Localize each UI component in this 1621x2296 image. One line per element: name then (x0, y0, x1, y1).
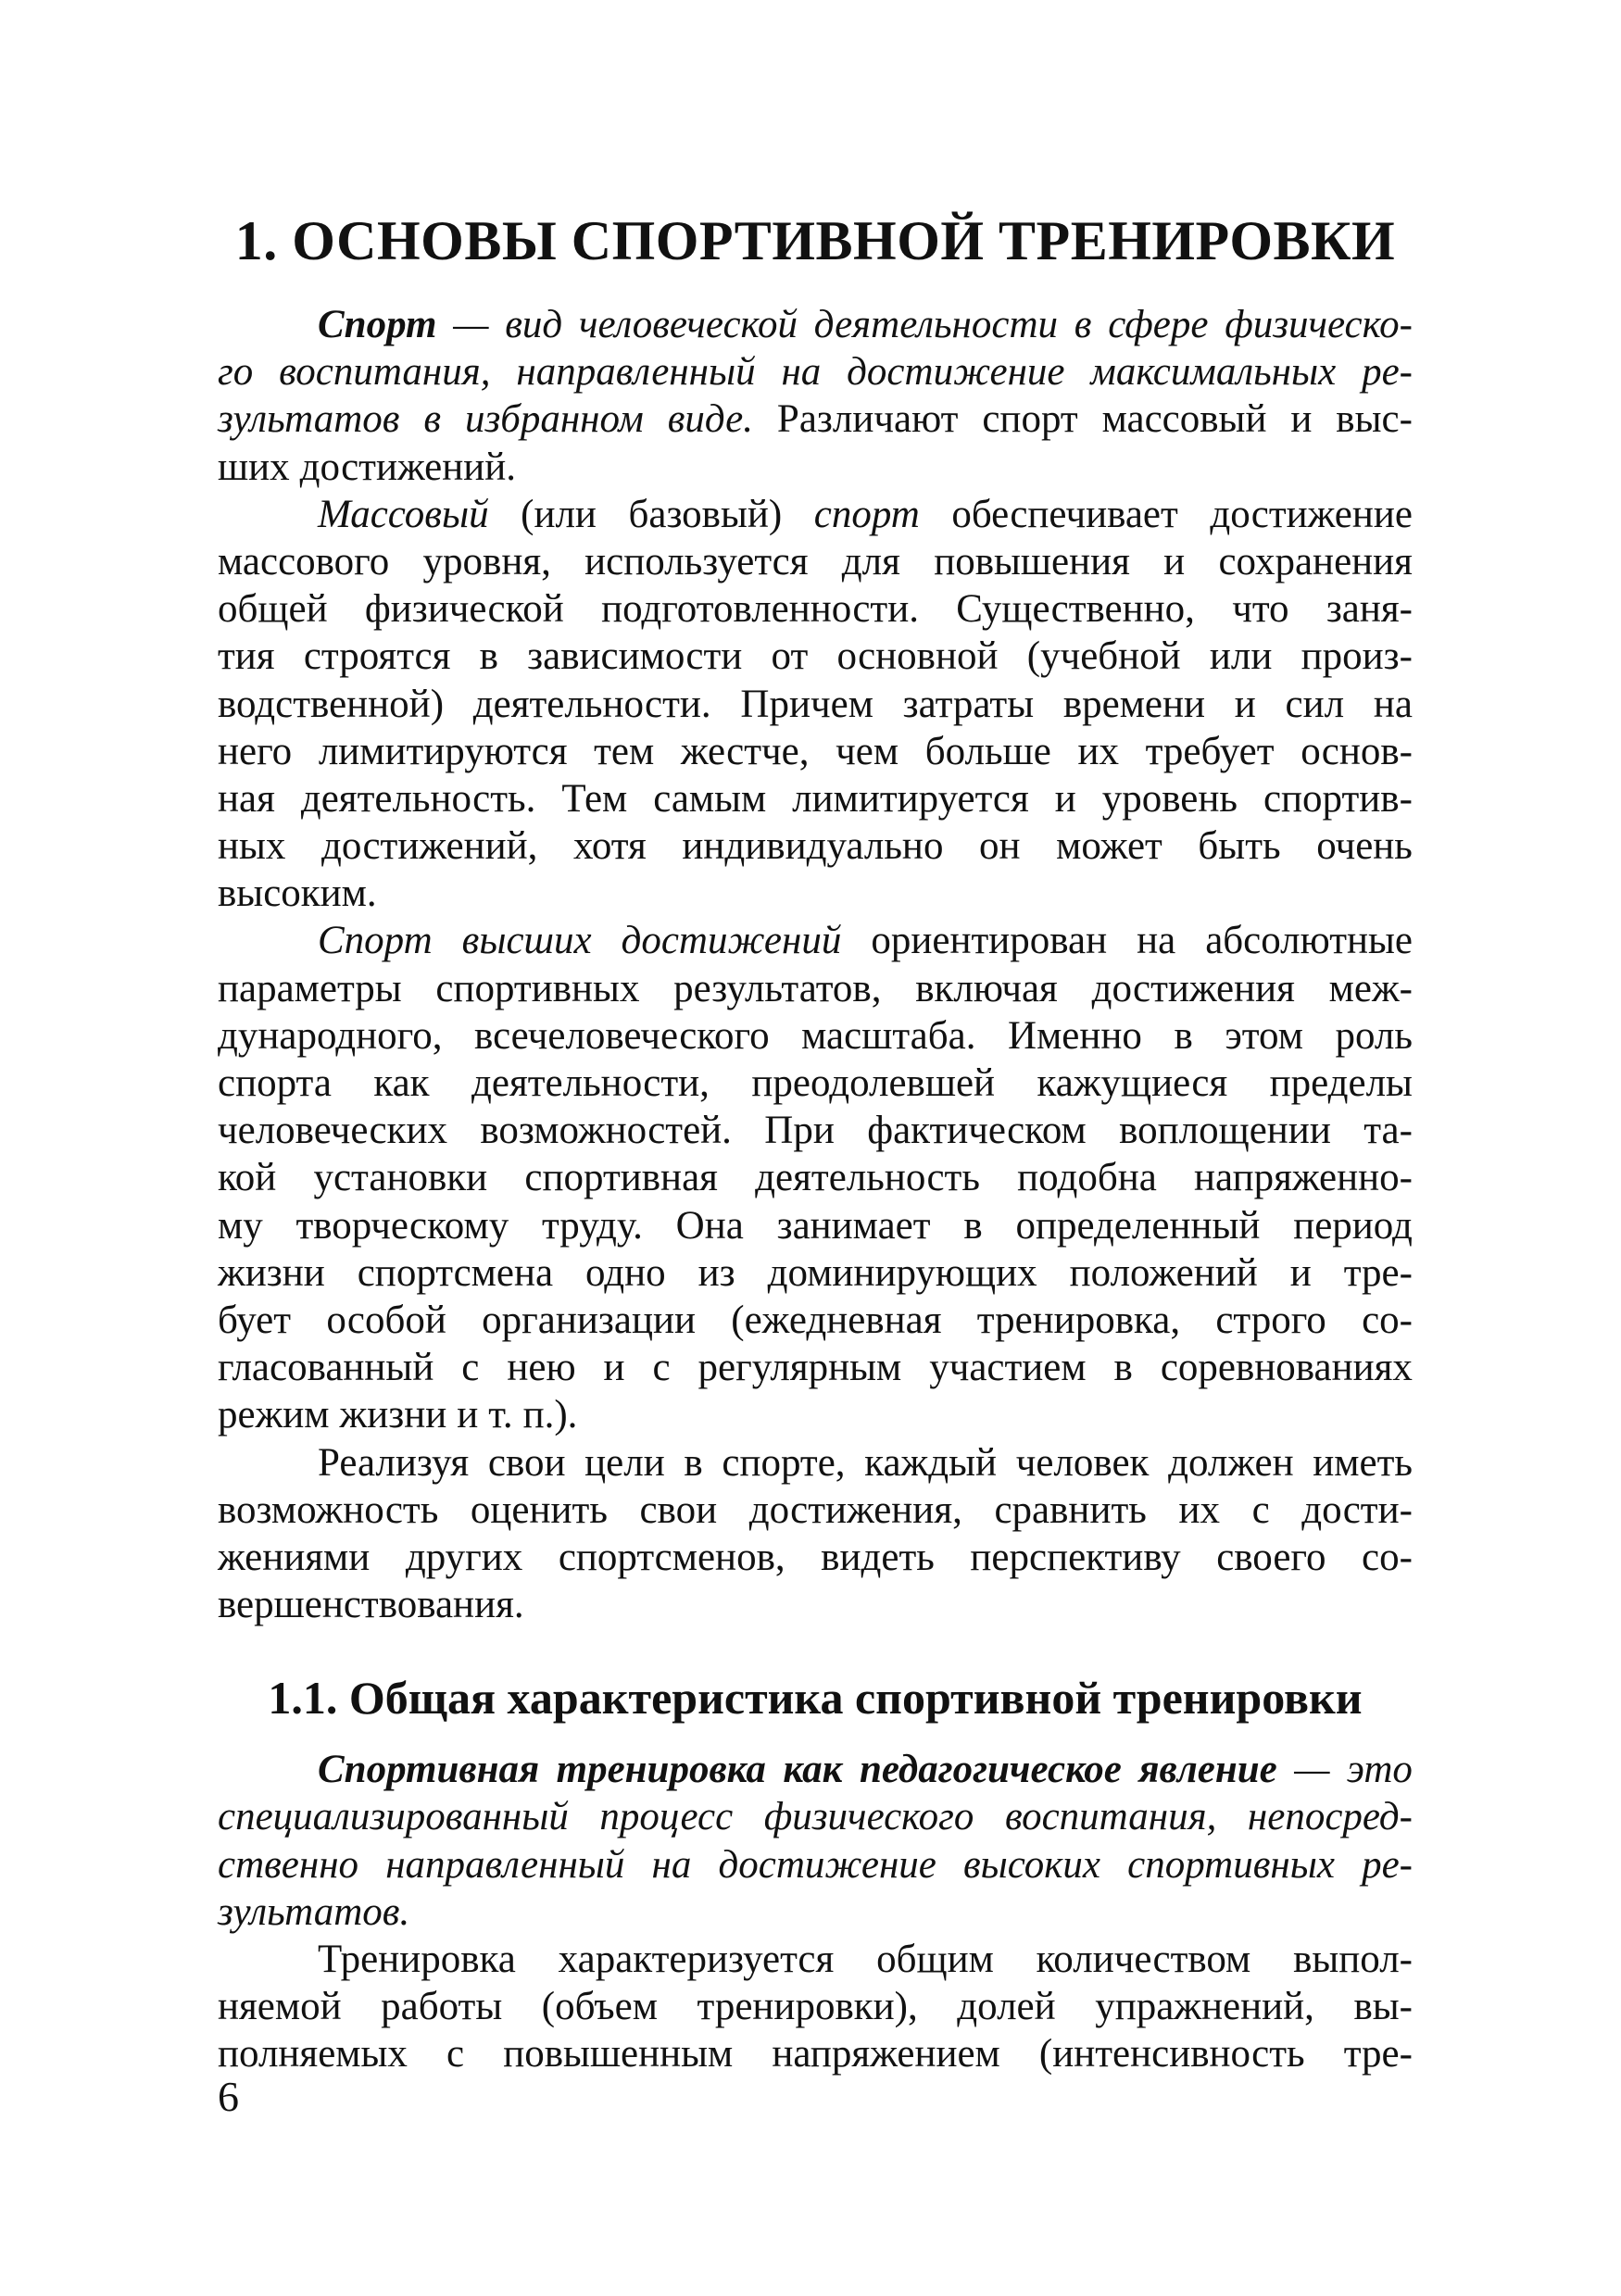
word: физической (364, 587, 564, 632)
word: выпол- (1293, 1938, 1413, 1981)
word: основ- (1301, 729, 1413, 773)
word: абсолютные (1205, 919, 1413, 963)
word: масштаба. (801, 1013, 976, 1058)
word: воспитания, (279, 350, 491, 395)
word: на (781, 350, 822, 395)
page-number: 6 (218, 2073, 239, 2120)
word: регулярным (697, 1346, 902, 1390)
word: зависимости (527, 634, 743, 679)
text-line (218, 444, 1413, 491)
spacer (218, 278, 1413, 301)
word: явление (1138, 1748, 1277, 1792)
word: заня- (1326, 587, 1413, 632)
word: массового (218, 539, 390, 583)
word: одно (585, 1250, 666, 1295)
word: индивидуально (682, 824, 944, 869)
word: Существенно, (956, 587, 1195, 632)
word: и (1290, 397, 1313, 442)
word: Именно (1008, 1013, 1142, 1058)
word: самым (653, 776, 767, 821)
word: — (1294, 1748, 1330, 1792)
word: воспитания, (1005, 1795, 1217, 1839)
word: упражнений, (1095, 1985, 1314, 2029)
word: высоким. (218, 872, 377, 916)
word: строго (1215, 1298, 1326, 1342)
text-line (218, 301, 1413, 348)
word: напряженно- (1194, 1156, 1413, 1200)
word: спортсменов, (558, 1535, 785, 1579)
word: тренировки), (697, 1985, 918, 2029)
word: жизни (339, 1393, 447, 1437)
text-line (218, 1344, 1413, 1391)
word: тренировка (556, 1748, 766, 1792)
word: период (1293, 1203, 1413, 1248)
word: воплощении (1119, 1109, 1331, 1153)
word: базовый) (628, 492, 783, 536)
word: сфере (1108, 303, 1209, 346)
word: фактическом (867, 1109, 1087, 1153)
word: повышения (934, 539, 1130, 583)
word: тре- (1343, 2032, 1413, 2076)
word: человеческой (578, 303, 798, 346)
word: полняемых (218, 2032, 408, 2076)
word: обеспечивает (951, 492, 1178, 536)
word: и (1163, 539, 1186, 583)
word: преодолевшей (751, 1061, 996, 1105)
word: занимает (776, 1203, 931, 1248)
word: — (453, 303, 489, 346)
word: вершенствования. (218, 1583, 524, 1627)
word: ре- (1362, 1842, 1413, 1887)
word: (интенсивность (1038, 2032, 1305, 2076)
word: достижение (1210, 492, 1413, 536)
word: меж- (1328, 966, 1413, 1010)
word: (учебной (1026, 634, 1181, 679)
word: на (1373, 682, 1413, 726)
word: быть (1198, 824, 1281, 869)
word: высших (461, 919, 592, 963)
word: очень (1316, 824, 1413, 869)
word: затраты (902, 682, 1035, 726)
word: каждый (864, 1440, 998, 1485)
word: используется (584, 539, 809, 583)
word: всечеловеческого (474, 1013, 770, 1058)
word: достижения, (748, 1487, 962, 1532)
spacer (218, 1628, 1413, 1665)
word: направленный (385, 1842, 625, 1887)
word: го (218, 350, 254, 395)
word: достижений. (299, 445, 516, 489)
word: как (373, 1061, 430, 1105)
word: хотя (572, 824, 647, 869)
text-line (218, 491, 1413, 538)
word: выс- (1336, 397, 1413, 442)
text-line (218, 538, 1413, 585)
word: няемой (218, 1985, 342, 2029)
word: их (1077, 729, 1119, 773)
word: произ- (1301, 634, 1413, 679)
word: оценить (470, 1487, 608, 1532)
word: что (1232, 587, 1289, 632)
word: спортивная (524, 1156, 718, 1200)
word: соревнованиях (1160, 1346, 1413, 1390)
word: Массовый (318, 492, 489, 536)
word: в (963, 1203, 983, 1248)
word: деятельность. (300, 776, 536, 821)
word: спортив- (1263, 776, 1413, 821)
word: нею (507, 1346, 576, 1390)
word: ственно (218, 1842, 359, 1887)
word: жениями (218, 1535, 371, 1579)
word: этом (1225, 1013, 1303, 1058)
word: и (1054, 776, 1076, 821)
word: больше (924, 729, 1051, 773)
word: на (1137, 919, 1176, 963)
word: физическо- (1225, 303, 1413, 346)
word: подготовленности. (601, 587, 919, 632)
word: основной (836, 634, 999, 679)
word: деятельности, (471, 1061, 710, 1105)
spacer (218, 1730, 1413, 1746)
text-line (218, 728, 1413, 775)
word: для (841, 539, 900, 583)
word: и (603, 1346, 625, 1390)
word: (объем (541, 1985, 658, 2029)
text-line (218, 1060, 1413, 1107)
word: организации (482, 1298, 696, 1342)
text-line (218, 1534, 1413, 1581)
word: него (218, 729, 293, 773)
word: в (1113, 1346, 1133, 1390)
body-text-section (218, 1746, 1413, 2077)
word: специализированный (218, 1795, 569, 1839)
word: общей (218, 587, 328, 632)
word: участием (929, 1346, 1087, 1390)
word: достижения (1091, 966, 1295, 1010)
text-line (218, 585, 1413, 633)
word: уровень (1101, 776, 1238, 821)
word: положений (1069, 1250, 1258, 1295)
word: достижение (847, 350, 1065, 395)
word: педагогическое (859, 1748, 1122, 1792)
word: дости- (1301, 1487, 1413, 1532)
word: параметры (218, 966, 402, 1010)
word: физического (763, 1795, 974, 1839)
word: и (457, 1393, 479, 1437)
word: кажущиеся (1037, 1061, 1228, 1105)
word: жизни (218, 1250, 325, 1295)
body-text-intro (218, 301, 1413, 1628)
word: возможностей. (480, 1109, 732, 1153)
word: со- (1362, 1535, 1413, 1579)
text-line (218, 1107, 1413, 1154)
word: ших (218, 445, 290, 489)
text-line (218, 633, 1413, 680)
word: тем (594, 729, 655, 773)
text-line (218, 1793, 1413, 1840)
word: массовый (1101, 397, 1267, 442)
word: Спортивная (318, 1748, 540, 1792)
text-line (218, 2030, 1413, 2077)
word: времени (1062, 682, 1206, 726)
word: творческому (295, 1203, 509, 1248)
word: Тренировка (318, 1938, 516, 1981)
word: процесс (599, 1795, 734, 1839)
word: зультатов (218, 397, 400, 442)
word: уровня, (422, 539, 551, 583)
word: спорта (218, 1061, 332, 1105)
word: требует (1145, 729, 1275, 773)
word: т. (488, 1393, 513, 1437)
text-block (218, 204, 1413, 2078)
chapter-title: 1. ОСНОВЫ СПОРТИВНОЙ ТРЕНИРОВКИ (234, 210, 1396, 271)
word: сравнить (994, 1487, 1147, 1532)
text-line (218, 1012, 1413, 1060)
word: Тем (561, 776, 628, 821)
word: ориентирован (871, 919, 1108, 963)
word: и (1234, 682, 1256, 726)
word: общим (876, 1938, 994, 1981)
word: вы- (1353, 1985, 1413, 2029)
word: человек (1015, 1440, 1150, 1485)
word: как (783, 1748, 843, 1792)
word: в (1174, 1013, 1193, 1058)
word: спорт (982, 397, 1078, 442)
word: повышенным (503, 2032, 734, 2076)
word: человеческих (218, 1109, 448, 1153)
text-line (218, 917, 1413, 964)
word: может (1056, 824, 1162, 869)
word: со- (1362, 1298, 1413, 1342)
text-line (218, 775, 1413, 822)
word: от (771, 634, 809, 679)
word: свои (487, 1440, 566, 1485)
text-line (218, 1391, 1413, 1438)
word: это (1346, 1748, 1413, 1792)
text-line (218, 1297, 1413, 1344)
word: (или (521, 492, 597, 536)
word: тия (218, 634, 275, 679)
word: вид (505, 303, 563, 346)
text-line (218, 1581, 1413, 1628)
word: Причем (740, 682, 873, 726)
section-title: 1.1. Общая характеристика спортивной тренировки (268, 1672, 1363, 1725)
word: свои (639, 1487, 718, 1532)
text-line (218, 1983, 1413, 2030)
text-line (218, 1888, 1413, 1936)
word: му (218, 1203, 263, 1248)
word: избранном (464, 397, 644, 442)
word: или (1209, 634, 1273, 679)
word: виде. (667, 397, 754, 442)
word: спортивных (435, 966, 640, 1010)
word: направленный (516, 350, 756, 395)
word: и (1289, 1250, 1312, 1295)
word: деятельности. (472, 682, 711, 726)
word: спорт (813, 492, 920, 536)
text-line (218, 1439, 1413, 1487)
word: тре- (1343, 1250, 1413, 1295)
word: он (979, 824, 1021, 869)
word: Спорт (318, 919, 433, 963)
word: определенный (1015, 1203, 1261, 1248)
word: непосред- (1247, 1795, 1413, 1839)
word: При (764, 1109, 835, 1153)
word: бует (218, 1298, 292, 1342)
word: та- (1363, 1109, 1413, 1153)
word: кой (218, 1156, 277, 1200)
word: характеризуется (558, 1938, 835, 1981)
word: деятельность (755, 1156, 980, 1200)
word: результатов, (673, 966, 882, 1010)
word: спортивных (1127, 1842, 1335, 1887)
word: подобна (1017, 1156, 1157, 1200)
word: чем (836, 729, 899, 773)
word: режим (218, 1393, 330, 1437)
word: роль (1335, 1013, 1413, 1058)
text-line (218, 1746, 1413, 1793)
word: цели (584, 1440, 665, 1485)
word: установки (313, 1156, 488, 1200)
word: с (1251, 1487, 1270, 1532)
word: спортсмена (357, 1250, 554, 1295)
word: зультатов. (218, 1889, 410, 1934)
word: лимитируются (318, 729, 568, 773)
text-line (218, 1202, 1413, 1249)
word: с (446, 2032, 465, 2076)
word: деятельности (813, 303, 1059, 346)
word: включая (915, 966, 1058, 1010)
text-line (218, 822, 1413, 870)
word: лимитируется (792, 776, 1029, 821)
text-line (218, 870, 1413, 917)
word: дународного, (218, 1013, 443, 1058)
word: долей (957, 1985, 1056, 2029)
word: возможность (218, 1487, 439, 1532)
word: водственной) (218, 682, 445, 726)
word: максимальных (1090, 350, 1337, 395)
word: (ежедневная (731, 1298, 942, 1342)
word: ных (218, 824, 286, 869)
word: Различают (776, 397, 959, 442)
word: сил (1285, 682, 1345, 726)
word: их (1178, 1487, 1220, 1532)
text-line (218, 348, 1413, 395)
word: должен (1168, 1440, 1294, 1485)
word: своего (1216, 1535, 1326, 1579)
word: достижений (621, 919, 842, 963)
word: Она (675, 1203, 744, 1248)
word: достижение (718, 1842, 936, 1887)
text-line (218, 1154, 1413, 1201)
word: в (1074, 303, 1092, 346)
word: в (684, 1440, 703, 1485)
word: тренировка, (976, 1298, 1181, 1342)
text-line (218, 1841, 1413, 1888)
word: Спорт (318, 303, 437, 346)
word: особой (326, 1298, 446, 1342)
word: труду. (541, 1203, 643, 1248)
word: в (423, 397, 442, 442)
word: Реализуя (318, 1440, 470, 1485)
word: с (652, 1346, 671, 1390)
word: ре- (1362, 350, 1413, 395)
word: ная (218, 776, 275, 821)
text-line (218, 1936, 1413, 1983)
word: из (697, 1250, 735, 1295)
word: напряжением (772, 2032, 1000, 2076)
word: с (461, 1346, 480, 1390)
text-line (218, 681, 1413, 728)
word: жестче, (680, 729, 810, 773)
text-line (218, 1487, 1413, 1534)
word: достижений, (321, 824, 538, 869)
word: п.). (522, 1393, 578, 1437)
word: гласованный (218, 1346, 434, 1390)
word: на (651, 1842, 692, 1887)
word: высоких (963, 1842, 1101, 1887)
word: других (405, 1535, 523, 1579)
word: видеть (821, 1535, 935, 1579)
word: количеством (1036, 1938, 1251, 1981)
text-line (218, 395, 1413, 443)
word: работы (381, 1985, 503, 2029)
text-line (218, 965, 1413, 1012)
word: строятся (303, 634, 451, 679)
word: спорте, (722, 1440, 846, 1485)
word: пределы (1269, 1061, 1413, 1105)
word: доминирующих (767, 1250, 1037, 1295)
word: перспективу (970, 1535, 1181, 1579)
word: сохранения (1218, 539, 1413, 583)
text-line (218, 1249, 1413, 1297)
word: в (479, 634, 498, 679)
word: иметь (1313, 1440, 1413, 1485)
